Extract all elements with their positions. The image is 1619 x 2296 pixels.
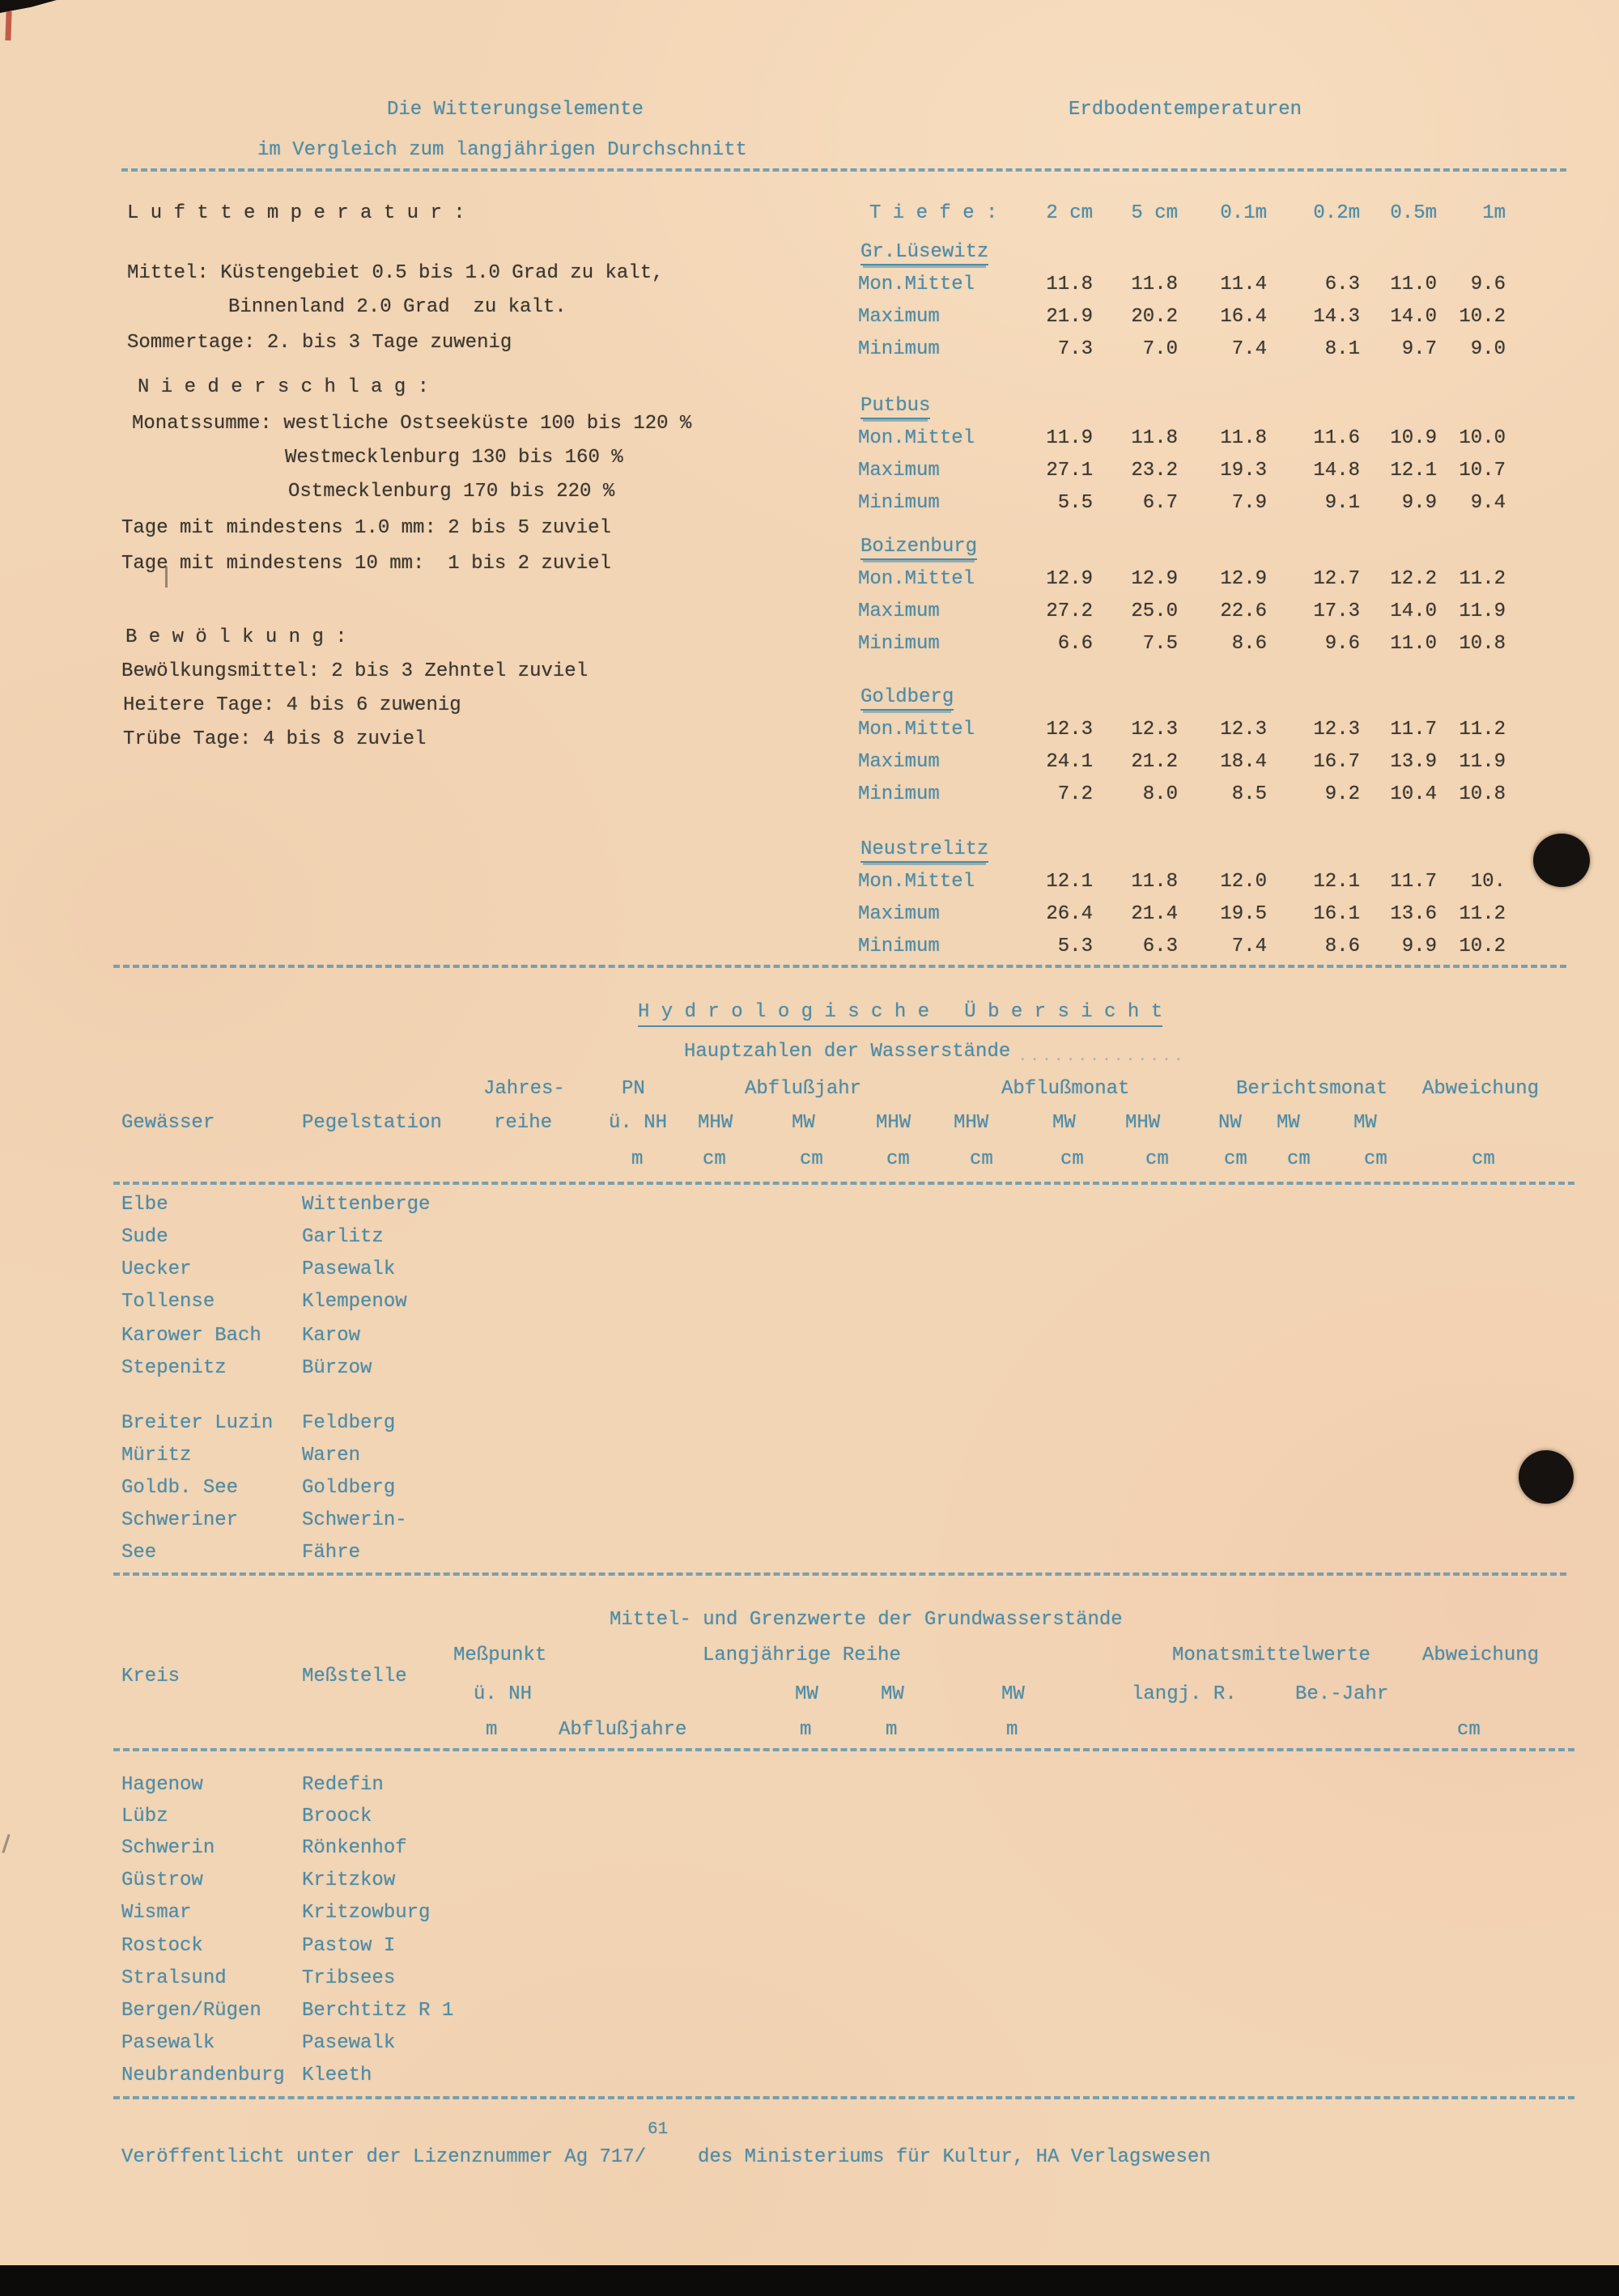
soil-value: 7.5 <box>1142 633 1178 655</box>
soil-value: 12.3 <box>1046 719 1093 741</box>
ground-unit-m: m <box>1006 1719 1018 1741</box>
typed-dots-trail: .............. <box>1018 1049 1187 1065</box>
soil-value: 9.7 <box>1401 338 1437 360</box>
soil-data-row <box>858 274 1506 296</box>
soil-value: 5.5 <box>1057 492 1093 514</box>
hydro-subheader: MHW <box>876 1112 911 1134</box>
soil-row-label: Mon.Mittel <box>858 719 975 741</box>
red-margin-mark <box>5 11 11 40</box>
soil-station-name-text: Gr.Lüsewitz <box>860 241 988 265</box>
divider-hydro-header <box>113 1182 1574 1185</box>
soil-value: 12.9 <box>1046 568 1093 590</box>
soil-data-row <box>858 719 1506 741</box>
page-title-right: Erdbodentemperaturen <box>1069 99 1302 121</box>
ground-col-messpunkt: Meßpunkt <box>453 1645 547 1666</box>
hydro-row-pegelstation: Waren <box>302 1445 361 1466</box>
soil-station-name <box>860 536 977 558</box>
hydro-row-pegelstation: Pasewalk <box>302 1258 396 1280</box>
hydro-row-pegelstation: Wittenberge <box>302 1194 431 1216</box>
soil-value: 11.9 <box>1459 601 1506 622</box>
soil-value: 8.1 <box>1324 338 1360 360</box>
soil-value: 21.9 <box>1046 306 1093 328</box>
soil-value: 7.2 <box>1057 783 1093 805</box>
soil-value: 11.8 <box>1131 427 1178 449</box>
soil-value: 11.7 <box>1390 719 1437 741</box>
soil-value: 12.1 <box>1313 871 1360 893</box>
ground-col-abflussjahre: Abflußjahre <box>559 1719 687 1741</box>
soil-value: 21.2 <box>1131 751 1178 773</box>
divider-ground-header <box>113 1748 1574 1751</box>
ground-col-be-jahr: Be.-Jahr <box>1295 1683 1389 1705</box>
soil-value: 11.8 <box>1131 274 1178 295</box>
page-title-left-line1: Die Witterungselemente <box>387 99 644 121</box>
soil-value: 6.3 <box>1142 936 1178 957</box>
divider-top <box>121 168 1566 172</box>
ground-unit-cm: cm <box>1457 1719 1481 1741</box>
soil-value: 7.9 <box>1231 492 1267 514</box>
ground-sub-mw: MW <box>881 1683 904 1705</box>
soil-value: 9.2 <box>1324 783 1360 805</box>
soil-data-row <box>858 338 1506 361</box>
ground-col-kreis: Kreis <box>121 1666 181 1687</box>
ground-group-monatsmittel: Monatsmittelwerte <box>1172 1645 1370 1666</box>
hydro-row-gewaesser: Goldb. See <box>121 1477 239 1499</box>
ground-row-kreis: Bergen/Rügen <box>121 2000 261 2022</box>
soil-value: 12.3 <box>1313 719 1360 741</box>
hydro-subheader: MW <box>1277 1112 1300 1134</box>
hydro-unit-cm: cm <box>800 1148 823 1170</box>
hydro-unit-cm: cm <box>1224 1148 1247 1170</box>
soil-row-label: Minimum <box>858 936 940 957</box>
soil-data-row <box>858 568 1506 591</box>
ground-row-messstelle: Broock <box>302 1806 372 1827</box>
soil-value: 9.0 <box>1470 338 1506 360</box>
hydro-subheader: MHW <box>698 1112 733 1134</box>
hydro-col-pegelstation: Pegelstation <box>302 1112 442 1134</box>
footer-license-superscript: 61 <box>648 2120 669 2139</box>
soil-data-row <box>858 903 1506 926</box>
ground-row-messstelle: Kritzkow <box>302 1869 396 1891</box>
soil-data-row <box>858 306 1506 329</box>
ground-unit-m: m <box>486 1719 498 1741</box>
soil-row-label: Mon.Mittel <box>858 274 975 295</box>
hydro-group-abweichung: Abweichung <box>1422 1078 1540 1100</box>
hydro-row-gewaesser: Sude <box>121 1226 168 1248</box>
hydro-subheader: MW <box>792 1112 815 1134</box>
ground-row-messstelle: Berchtitz R 1 <box>302 2000 454 2022</box>
soil-value: 27.1 <box>1046 460 1093 482</box>
ground-unit-m: m <box>886 1719 898 1741</box>
soil-value: 12.0 <box>1220 871 1267 893</box>
precipitation-line1: Monatssumme: westliche Ostseeküste 100 bis 120 % <box>132 413 692 435</box>
precipitation-heading: N i e d e r s c h l a g : <box>138 376 430 398</box>
ground-row-messstelle: Pasewalk <box>302 2032 396 2054</box>
hydro-subheader: MW <box>1353 1112 1377 1134</box>
soil-value: 11.8 <box>1046 274 1093 295</box>
soil-station-name <box>860 395 930 418</box>
hydro-row-pegelstation: Feldberg <box>302 1412 396 1434</box>
soil-value: 11.7 <box>1390 871 1437 893</box>
soil-value: 11.2 <box>1459 568 1506 590</box>
soil-data-row <box>858 871 1506 893</box>
soil-station-name <box>860 241 988 264</box>
hydro-subheader: MHW <box>1125 1112 1161 1134</box>
divider-hydro-bottom <box>113 1572 1566 1576</box>
ground-col-langj-r: langj. R. <box>1132 1683 1237 1705</box>
hydro-unit-m: m <box>631 1148 644 1170</box>
hydro-row-gewaesser: Karower Bach <box>121 1325 261 1347</box>
soil-value: 24.1 <box>1046 751 1093 773</box>
hydro-row-pegelstation: Karow <box>302 1325 361 1347</box>
soil-station-name <box>860 686 954 709</box>
ground-row-kreis: Wismar <box>121 1902 192 1924</box>
soil-value: 9.9 <box>1401 492 1437 514</box>
cloudiness-heading: B e w ö l k u n g : <box>125 626 347 648</box>
hydro-unit-cm: cm <box>703 1148 726 1170</box>
hydro-row-gewaesser: Breiter Luzin <box>121 1412 274 1434</box>
ground-row-messstelle: Tribsees <box>302 1967 396 1989</box>
soil-value: 13.6 <box>1390 903 1437 925</box>
soil-row-label: Mon.Mittel <box>858 427 975 449</box>
hydro-col-reihe: reihe <box>494 1112 553 1134</box>
soil-value: 6.7 <box>1142 492 1178 514</box>
hydro-row-gewaesser: Schweriner <box>121 1509 239 1531</box>
soil-row-label: Maximum <box>858 306 940 328</box>
cloudiness-line3: Trübe Tage: 4 bis 8 zuviel <box>123 728 427 750</box>
hydro-row-gewaesser: Elbe <box>121 1194 168 1216</box>
soil-value: 12.2 <box>1390 568 1437 590</box>
soil-value: 19.5 <box>1220 903 1267 925</box>
soil-value: 9.1 <box>1324 492 1360 514</box>
ground-sub-mw: MW <box>1001 1683 1025 1705</box>
hydro-row-gewaesser: See <box>121 1542 157 1564</box>
hydro-subheader: MW <box>1052 1112 1076 1134</box>
soil-data-row <box>858 427 1506 450</box>
hydro-subheader: NW <box>1218 1112 1242 1134</box>
soil-data-row <box>858 601 1506 623</box>
precipitation-line2: Westmecklenburg 130 bis 160 % <box>285 447 623 469</box>
soil-value: 12.3 <box>1220 719 1267 741</box>
soil-depth-col: 1m <box>1482 202 1506 224</box>
soil-value: 21.4 <box>1131 903 1178 925</box>
air-temperature-line2: Binnenland 2.0 Grad zu kalt. <box>228 296 567 318</box>
soil-value: 10.9 <box>1390 427 1437 449</box>
hydrology-subtitle: Hauptzahlen der Wasserstände <box>684 1041 1011 1063</box>
ground-col-ue-nh: ü. NH <box>474 1683 533 1705</box>
soil-value: 11.9 <box>1046 427 1093 449</box>
soil-value: 11.0 <box>1390 633 1437 655</box>
soil-row-label: Mon.Mittel <box>858 871 975 893</box>
soil-depth-col: 0.2m <box>1313 202 1360 224</box>
footer-license-text: Veröffentlicht unter der Lizenznummer Ag 717/ <box>121 2146 647 2168</box>
soil-row-label: Maximum <box>858 903 940 925</box>
soil-value: 12.1 <box>1390 460 1437 482</box>
ground-unit-m: m <box>800 1719 812 1741</box>
soil-depth-label: T i e f e : <box>869 202 998 224</box>
divider-ground-bottom <box>113 2096 1574 2099</box>
air-temperature-heading: L u f t t e m p e r a t u r : <box>127 202 465 224</box>
ground-group-langjaehrig: Langjährige Reihe <box>703 1645 901 1666</box>
soil-value: 6.3 <box>1324 274 1360 295</box>
soil-value: 7.4 <box>1231 338 1267 360</box>
soil-value: 11.6 <box>1313 427 1360 449</box>
soil-value: 9.6 <box>1324 633 1360 655</box>
soil-value: 6.6 <box>1057 633 1093 655</box>
soil-row-label: Minimum <box>858 338 940 360</box>
hydro-row-pegelstation: Bürzow <box>302 1357 372 1379</box>
soil-value: 14.8 <box>1313 460 1360 482</box>
soil-value: 11.4 <box>1220 274 1267 295</box>
soil-value: 11.9 <box>1459 751 1506 773</box>
hydro-col-ue-nh: ü. NH <box>609 1112 668 1134</box>
soil-value: 16.4 <box>1220 306 1267 328</box>
soil-value: 14.0 <box>1390 306 1437 328</box>
air-temperature-line3: Sommertage: 2. bis 3 Tage zuwenig <box>127 332 512 354</box>
soil-value: 14.3 <box>1313 306 1360 328</box>
soil-depth-col: 0.1m <box>1220 202 1267 224</box>
precipitation-line5: Tage mit mindestens 10 mm: 1 bis 2 zuviel <box>121 553 611 575</box>
soil-data-row <box>858 751 1506 774</box>
soil-row-label: Minimum <box>858 633 940 655</box>
precipitation-line4: Tage mit mindestens 1.0 mm: 2 bis 5 zuviel <box>121 517 611 539</box>
soil-value: 10.8 <box>1459 633 1506 655</box>
hydro-group-berichtsmonat: Berichtsmonat <box>1236 1078 1388 1100</box>
soil-depth-header-row <box>858 202 1506 225</box>
ground-row-kreis: Lübz <box>121 1806 168 1827</box>
soil-data-row <box>858 936 1506 958</box>
footer-ministry-text: des Ministeriums für Kultur, HA Verlagswesen <box>698 2146 1211 2168</box>
ground-row-messstelle: Kritzowburg <box>302 1902 431 1924</box>
hydro-row-gewaesser: Uecker <box>121 1258 192 1280</box>
soil-value: 10.7 <box>1459 460 1506 482</box>
soil-value: 23.2 <box>1131 460 1178 482</box>
ground-row-kreis: Hagenow <box>121 1774 203 1796</box>
ground-row-kreis: Stralsund <box>121 1967 227 1989</box>
soil-value: 16.7 <box>1313 751 1360 773</box>
soil-value: 10.4 <box>1390 783 1437 805</box>
ground-group-abweichung: Abweichung <box>1422 1645 1540 1666</box>
soil-value: 10.8 <box>1459 783 1506 805</box>
soil-value: 11.2 <box>1459 903 1506 925</box>
hydro-unit-cm: cm <box>1060 1148 1084 1170</box>
soil-station-name-text: Neustrelitz <box>860 838 988 863</box>
ground-sub-mw: MW <box>795 1683 818 1705</box>
soil-depth-col: 5 cm <box>1131 202 1178 224</box>
soil-value: 17.3 <box>1313 601 1360 622</box>
hydro-unit-cm: cm <box>1472 1148 1495 1170</box>
ink-artifact-slash <box>2 1834 10 1853</box>
soil-value: 5.3 <box>1057 936 1093 957</box>
soil-value: 9.6 <box>1470 274 1506 295</box>
hydro-col-pn: PN <box>622 1078 645 1100</box>
soil-value: 10.2 <box>1459 306 1506 328</box>
ground-row-kreis: Rostock <box>121 1935 203 1957</box>
hydro-row-pegelstation: Schwerin- <box>302 1509 407 1531</box>
ground-row-kreis: Schwerin <box>121 1837 215 1859</box>
soil-value: 9.9 <box>1401 936 1437 957</box>
punch-hole-top <box>1533 834 1590 887</box>
air-temperature-line1: Mittel: Küstengebiet 0.5 bis 1.0 Grad zu kalt, <box>127 262 664 284</box>
soil-value: 8.6 <box>1324 936 1360 957</box>
hydro-unit-cm: cm <box>1364 1148 1387 1170</box>
soil-station-name-text: Goldberg <box>860 686 954 711</box>
soil-data-row <box>858 460 1506 482</box>
hydro-unit-cm: cm <box>970 1148 993 1170</box>
cloudiness-line1: Bewölkungsmittel: 2 bis 3 Zehntel zuviel <box>121 660 589 682</box>
soil-value: 26.4 <box>1046 903 1093 925</box>
soil-data-row <box>858 783 1506 806</box>
soil-station-name-text: Boizenburg <box>860 536 977 560</box>
ground-row-messstelle: Redefin <box>302 1774 384 1796</box>
soil-value: 12.1 <box>1046 871 1093 893</box>
page-title-left-line2: im Vergleich zum langjährigen Durchschnitt <box>257 139 747 161</box>
hydro-row-pegelstation: Klempenow <box>302 1291 407 1313</box>
hydrology-title: H y d r o l o g i s c h e Ü b e r s i c h t <box>638 1001 1162 1027</box>
soil-value: 8.0 <box>1142 783 1178 805</box>
ground-col-messstelle: Meßstelle <box>302 1666 407 1687</box>
soil-value: 19.3 <box>1220 460 1267 482</box>
soil-station-name <box>860 838 988 861</box>
hydro-group-abflussmonat: Abflußmonat <box>1001 1078 1130 1100</box>
hydro-group-abflussjahr: Abflußjahr <box>745 1078 862 1100</box>
ground-row-messstelle: Pastow I <box>302 1935 396 1957</box>
soil-row-label: Minimum <box>858 492 940 514</box>
soil-value: 7.4 <box>1231 936 1267 957</box>
hydro-row-gewaesser: Stepenitz <box>121 1357 227 1379</box>
soil-value: 27.2 <box>1046 601 1093 622</box>
hydro-row-pegelstation: Fähre <box>302 1542 361 1564</box>
ground-row-kreis: Neubrandenburg <box>121 2065 285 2086</box>
soil-value: 11.8 <box>1131 871 1178 893</box>
soil-value: 8.5 <box>1231 783 1267 805</box>
soil-value: 25.0 <box>1131 601 1178 622</box>
scan-bottom-edge <box>0 2265 1619 2296</box>
punch-hole-bottom <box>1519 1450 1574 1504</box>
soil-row-label: Maximum <box>858 460 940 482</box>
soil-depth-col: 0.5m <box>1390 202 1437 224</box>
hydro-col-jahres: Jahres- <box>483 1078 565 1100</box>
soil-value: 14.0 <box>1390 601 1437 622</box>
hydro-row-pegelstation: Goldberg <box>302 1477 396 1499</box>
soil-value: 16.1 <box>1313 903 1360 925</box>
ground-row-messstelle: Kleeth <box>302 2065 372 2086</box>
soil-value: 11.0 <box>1390 274 1437 295</box>
soil-station-name-text: Putbus <box>860 395 930 419</box>
divider-soil-bottom <box>113 965 1566 968</box>
soil-value: 20.2 <box>1131 306 1178 328</box>
ground-row-kreis: Güstrow <box>121 1869 203 1891</box>
groundwater-title: Mittel- und Grenzwerte der Grundwasserstände <box>610 1609 1123 1631</box>
soil-value: 10.2 <box>1459 936 1506 957</box>
soil-value: 10. <box>1470 871 1506 893</box>
ground-row-kreis: Pasewalk <box>121 2032 215 2054</box>
hydro-subheader: MHW <box>954 1112 989 1134</box>
soil-value: 11.2 <box>1459 719 1506 741</box>
soil-data-row <box>858 492 1506 515</box>
hydro-unit-cm: cm <box>886 1148 910 1170</box>
soil-row-label: Minimum <box>858 783 940 805</box>
soil-value: 13.9 <box>1390 751 1437 773</box>
soil-depth-col: 2 cm <box>1046 202 1093 224</box>
hydro-row-gewaesser: Müritz <box>121 1445 192 1466</box>
soil-value: 22.6 <box>1220 601 1267 622</box>
ground-row-messstelle: Rönkenhof <box>302 1837 407 1859</box>
soil-value: 12.7 <box>1313 568 1360 590</box>
soil-value: 7.3 <box>1057 338 1093 360</box>
soil-value: 12.9 <box>1220 568 1267 590</box>
soil-value: 12.3 <box>1131 719 1178 741</box>
soil-value: 12.9 <box>1131 568 1178 590</box>
soil-value: 9.4 <box>1470 492 1506 514</box>
soil-value: 18.4 <box>1220 751 1267 773</box>
hydro-unit-cm: cm <box>1145 1148 1169 1170</box>
soil-value: 7.0 <box>1142 338 1178 360</box>
hydro-row-gewaesser: Tollense <box>121 1291 215 1313</box>
soil-row-label: Maximum <box>858 601 940 622</box>
hydro-row-pegelstation: Garlitz <box>302 1226 384 1248</box>
precipitation-line3: Ostmecklenburg 170 bis 220 % <box>288 481 615 503</box>
soil-value: 8.6 <box>1231 633 1267 655</box>
hydro-unit-cm: cm <box>1287 1148 1311 1170</box>
cloudiness-line2: Heitere Tage: 4 bis 6 zuwenig <box>123 694 461 716</box>
soil-row-label: Mon.Mittel <box>858 568 975 590</box>
soil-value: 11.8 <box>1220 427 1267 449</box>
soil-row-label: Maximum <box>858 751 940 773</box>
soil-value: 10.0 <box>1459 427 1506 449</box>
soil-data-row <box>858 633 1506 656</box>
hydro-col-gewaesser: Gewässer <box>121 1112 215 1134</box>
